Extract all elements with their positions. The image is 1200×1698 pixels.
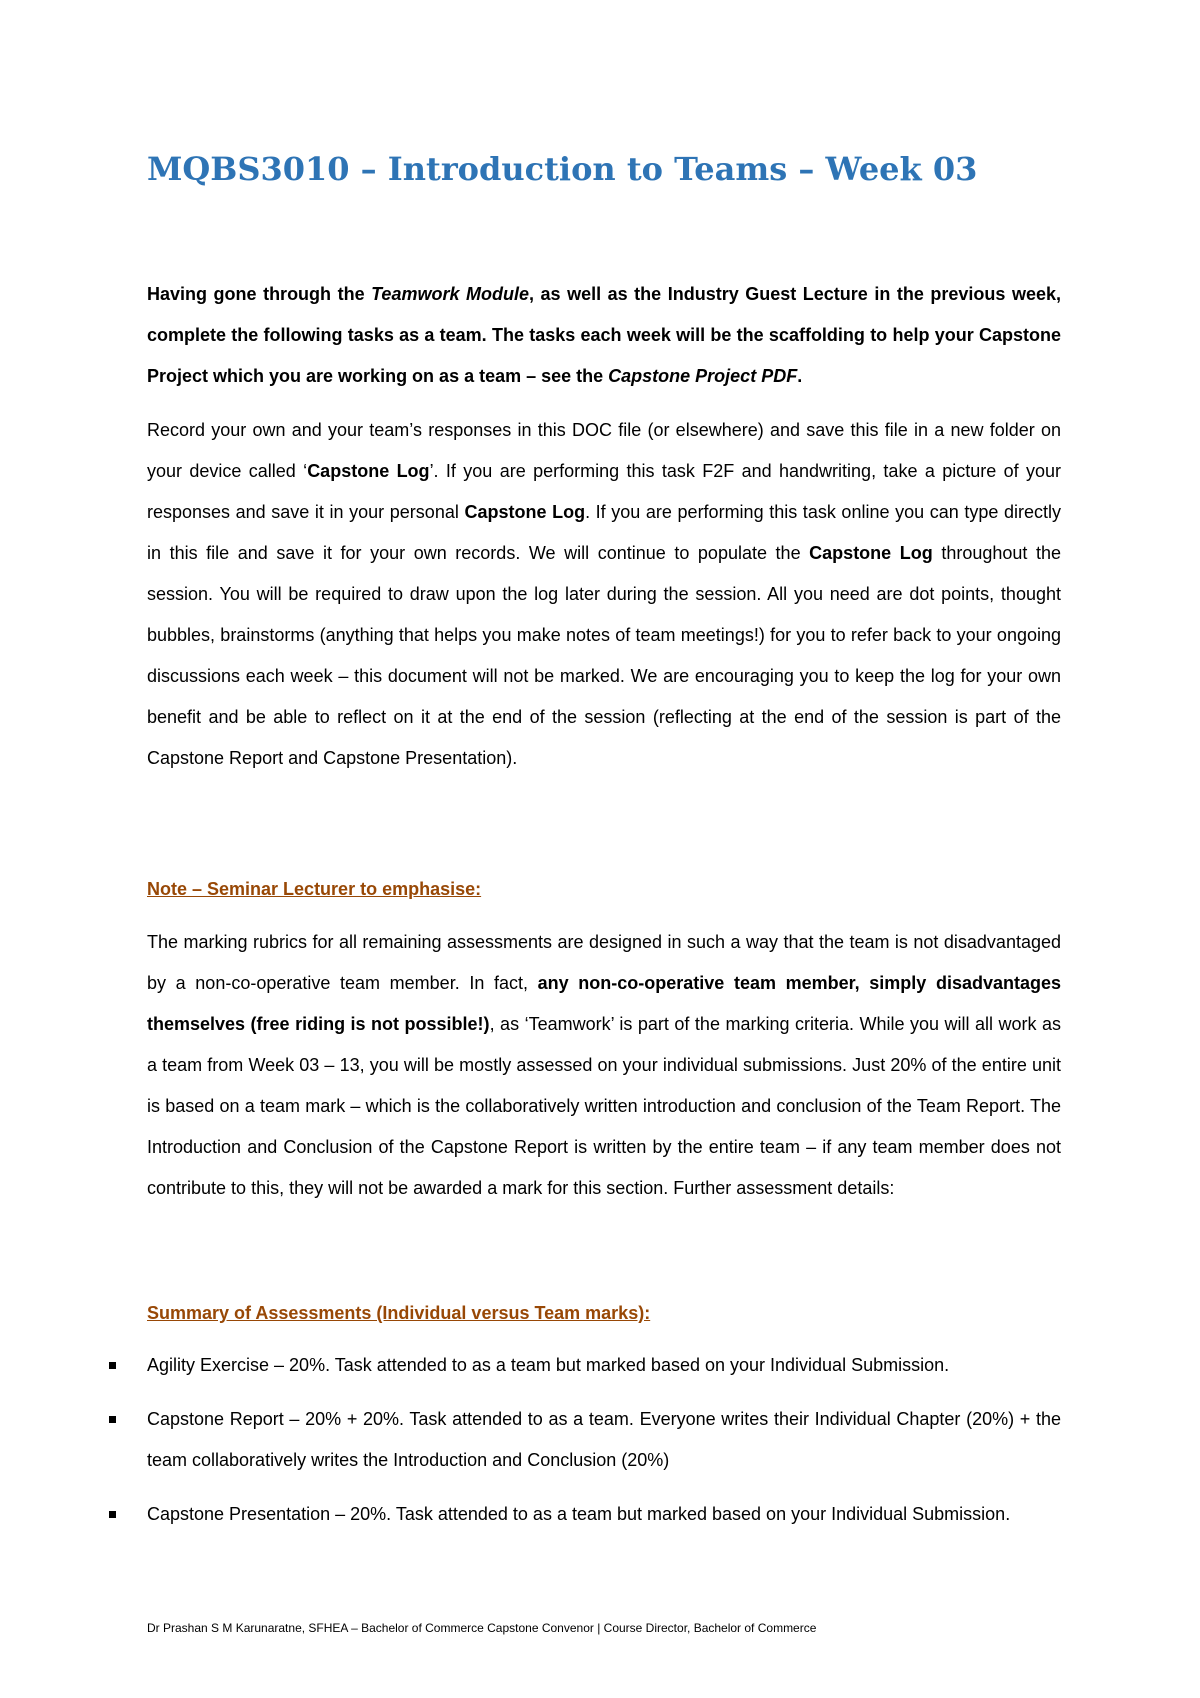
intro-teamwork-module: Teamwork Module [371, 284, 529, 304]
summary-heading: Summary of Assessments (Individual versus Team marks): [147, 1303, 651, 1323]
summary-section [147, 1293, 1061, 1334]
intro-text-3: . [797, 366, 803, 386]
marking-free-riding: any non-co-operative team member, simply disadvantages themselves (free riding is not possible!) [147, 973, 1061, 1034]
record-capstone-log-1: Capstone Log [307, 461, 430, 481]
intro-paragraph [147, 274, 1061, 397]
bullet-text: Capstone Report – 20% + 20%. Task attended to as a team. Everyone writes their Individual Chapter (20%) + the team collaboratively writes the Introduction and Conclusion (20%) [147, 1409, 1061, 1470]
marking-paragraph [147, 922, 1061, 1209]
bullet-text: Capstone Presentation – 20%. Task attended to as a team but marked based on your Individual Submission. [147, 1504, 1011, 1524]
bullet-square-icon [109, 1362, 116, 1369]
record-capstone-log-3: Capstone Log [809, 543, 933, 563]
note-section [147, 869, 1061, 910]
intro-text-1: Having gone through the [147, 284, 372, 304]
record-text-3: . If you are performing this task online you can type directly in this file and save it for your own records. We will continue to populate the [147, 502, 1061, 563]
list-item [147, 1494, 1061, 1535]
record-text-1: Record your own and your team’s responses in this DOC file (or elsewhere) and save this file in a new folder on your device called ‘ [147, 420, 1061, 481]
intro-capstone-pdf: Capstone Project PDF [608, 366, 798, 386]
marking-text-1: The marking rubrics for all remaining assessments are designed in such a way that the team is not disadvantaged by a non-co-operative team member. In fact, [147, 932, 1061, 993]
list-item [147, 1345, 1061, 1386]
record-text-2: ’. If you are performing this task F2F and handwriting, take a picture of your responses and save it in your personal [147, 461, 1061, 522]
page-footer: Dr Prashan S M Karunaratne, SFHEA – Bachelor of Commerce Capstone Convenor | Course Director, Bachelor of Commerce [147, 1621, 817, 1635]
record-paragraph [147, 410, 1061, 779]
bullet-square-icon [109, 1511, 116, 1518]
record-text-4: throughout the session. You will be required to draw upon the log later during the session. All you need are dot points, thought bubbles, brainstorms (anything that helps you make notes of team meetings!) for you to refer back to your ongoing discussions each week – this document will not be marked. We are encouraging you to keep the log for your own benefit and be able to reflect on it at the end of the session (reflecting at the end of the session is part of the Capstone Report and Capstone Presentation). [147, 543, 1061, 768]
marking-text-2: , as ‘Teamwork’ is part of the marking criteria. While you will all work as a team from Week 03 – 13, you will be mostly assessed on your individual submissions. Just 20% of the entire unit is based on a team mark – which is the collaboratively written introduction and conclusion of the Team Report. The Introduction and Conclusion of the Capstone Report is written by the entire team – if any team member does not contribute to this, they will not be awarded a mark for this section. Further assessment details: [147, 1014, 1061, 1198]
bullet-text: Agility Exercise – 20%. Task attended to as a team but marked based on your Individual Submission. [147, 1355, 950, 1375]
record-capstone-log-2: Capstone Log [464, 502, 586, 522]
list-item [147, 1399, 1061, 1481]
bullet-square-icon [109, 1416, 116, 1423]
intro-text-2: , as well as the Industry Guest Lecture in the previous week, complete the following tasks as a team. The tasks each week will be the scaffolding to help your Capstone Project which you are working on as a team – see the [147, 284, 1061, 386]
note-heading: Note – Seminar Lecturer to emphasise: [147, 879, 482, 899]
page-title: MQBS3010 – Introduction to Teams – Week 03 [147, 150, 978, 188]
